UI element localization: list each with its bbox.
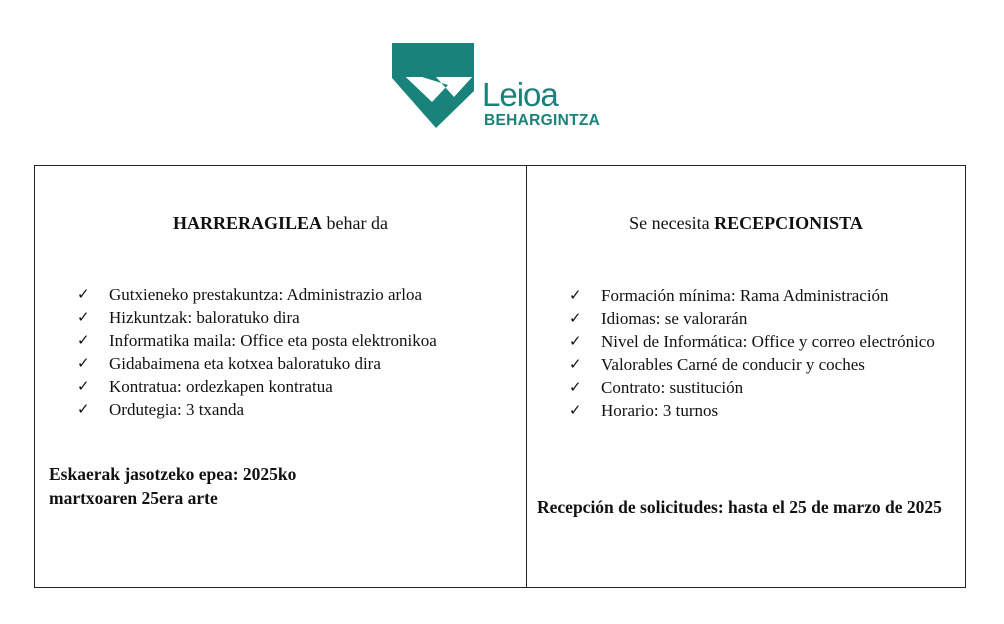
basque-heading [35, 213, 526, 234]
basque-deadline: Eskaerak jasotzeko epea: 2025ko martxoaren 25era arte [49, 464, 297, 508]
list-item: ✓ Kontratua: ordezkapen kontratua [77, 377, 333, 396]
logo-wordmark: Leioa [482, 76, 558, 113]
list-item: ✓ Hizkuntzak: baloratuko dira [77, 308, 300, 327]
list-item: ✓ Gidabaimena eta kotxea baloratuko dira [77, 354, 381, 373]
leioa-behargintza-logo [390, 40, 610, 132]
checkmark-icon: ✓ [77, 377, 90, 395]
list-item: ✓ Informatika maila: Office eta posta elektronikoa [77, 331, 437, 350]
list-item: ✓ Formación mínima: Rama Administración [569, 286, 889, 305]
logo-subtitle: BEHARGINTZA [484, 112, 601, 129]
list-item: ✓ Ordutegia: 3 txanda [77, 400, 245, 419]
basque-heading-suffix: behar da [322, 213, 388, 233]
spanish-heading-prefix: Se necesita [629, 213, 715, 233]
spanish-job-title: RECEPCIONISTA [714, 213, 863, 233]
list-item: ✓ Gutxieneko prestakuntza: Administrazio arloa [77, 285, 422, 304]
checkmark-icon: ✓ [569, 286, 582, 304]
checkmark-icon: ✓ [77, 331, 90, 349]
list-item: ✓ Valorables Carné de conducir y coches [569, 355, 865, 374]
checkmark-icon: ✓ [569, 378, 582, 396]
checkmark-icon: ✓ [569, 332, 582, 350]
spanish-column [527, 166, 965, 587]
list-item: ✓ Nivel de Informática: Office y correo electrónico [569, 332, 935, 351]
checkmark-icon: ✓ [569, 401, 582, 419]
checkmark-icon: ✓ [569, 309, 582, 327]
list-item: ✓ Horario: 3 turnos [569, 401, 719, 420]
basque-requirements-list [77, 283, 497, 421]
checkmark-logo-icon [390, 40, 480, 132]
basque-job-title: HARRERAGILEA [173, 213, 323, 233]
basque-column [35, 166, 526, 587]
spanish-requirements-list [569, 284, 949, 422]
checkmark-icon: ✓ [77, 308, 90, 326]
spanish-deadline: Recepción de solicitudes: hasta el 25 de marzo de 2025 [537, 497, 942, 517]
checkmark-icon: ✓ [569, 355, 582, 373]
spanish-heading [527, 213, 965, 234]
list-item: ✓ Idiomas: se valorarán [569, 309, 748, 328]
checkmark-icon: ✓ [77, 400, 90, 418]
job-offer-table [34, 165, 966, 588]
list-item: ✓ Contrato: sustitución [569, 378, 744, 397]
checkmark-icon: ✓ [77, 354, 90, 372]
checkmark-icon: ✓ [77, 285, 90, 303]
